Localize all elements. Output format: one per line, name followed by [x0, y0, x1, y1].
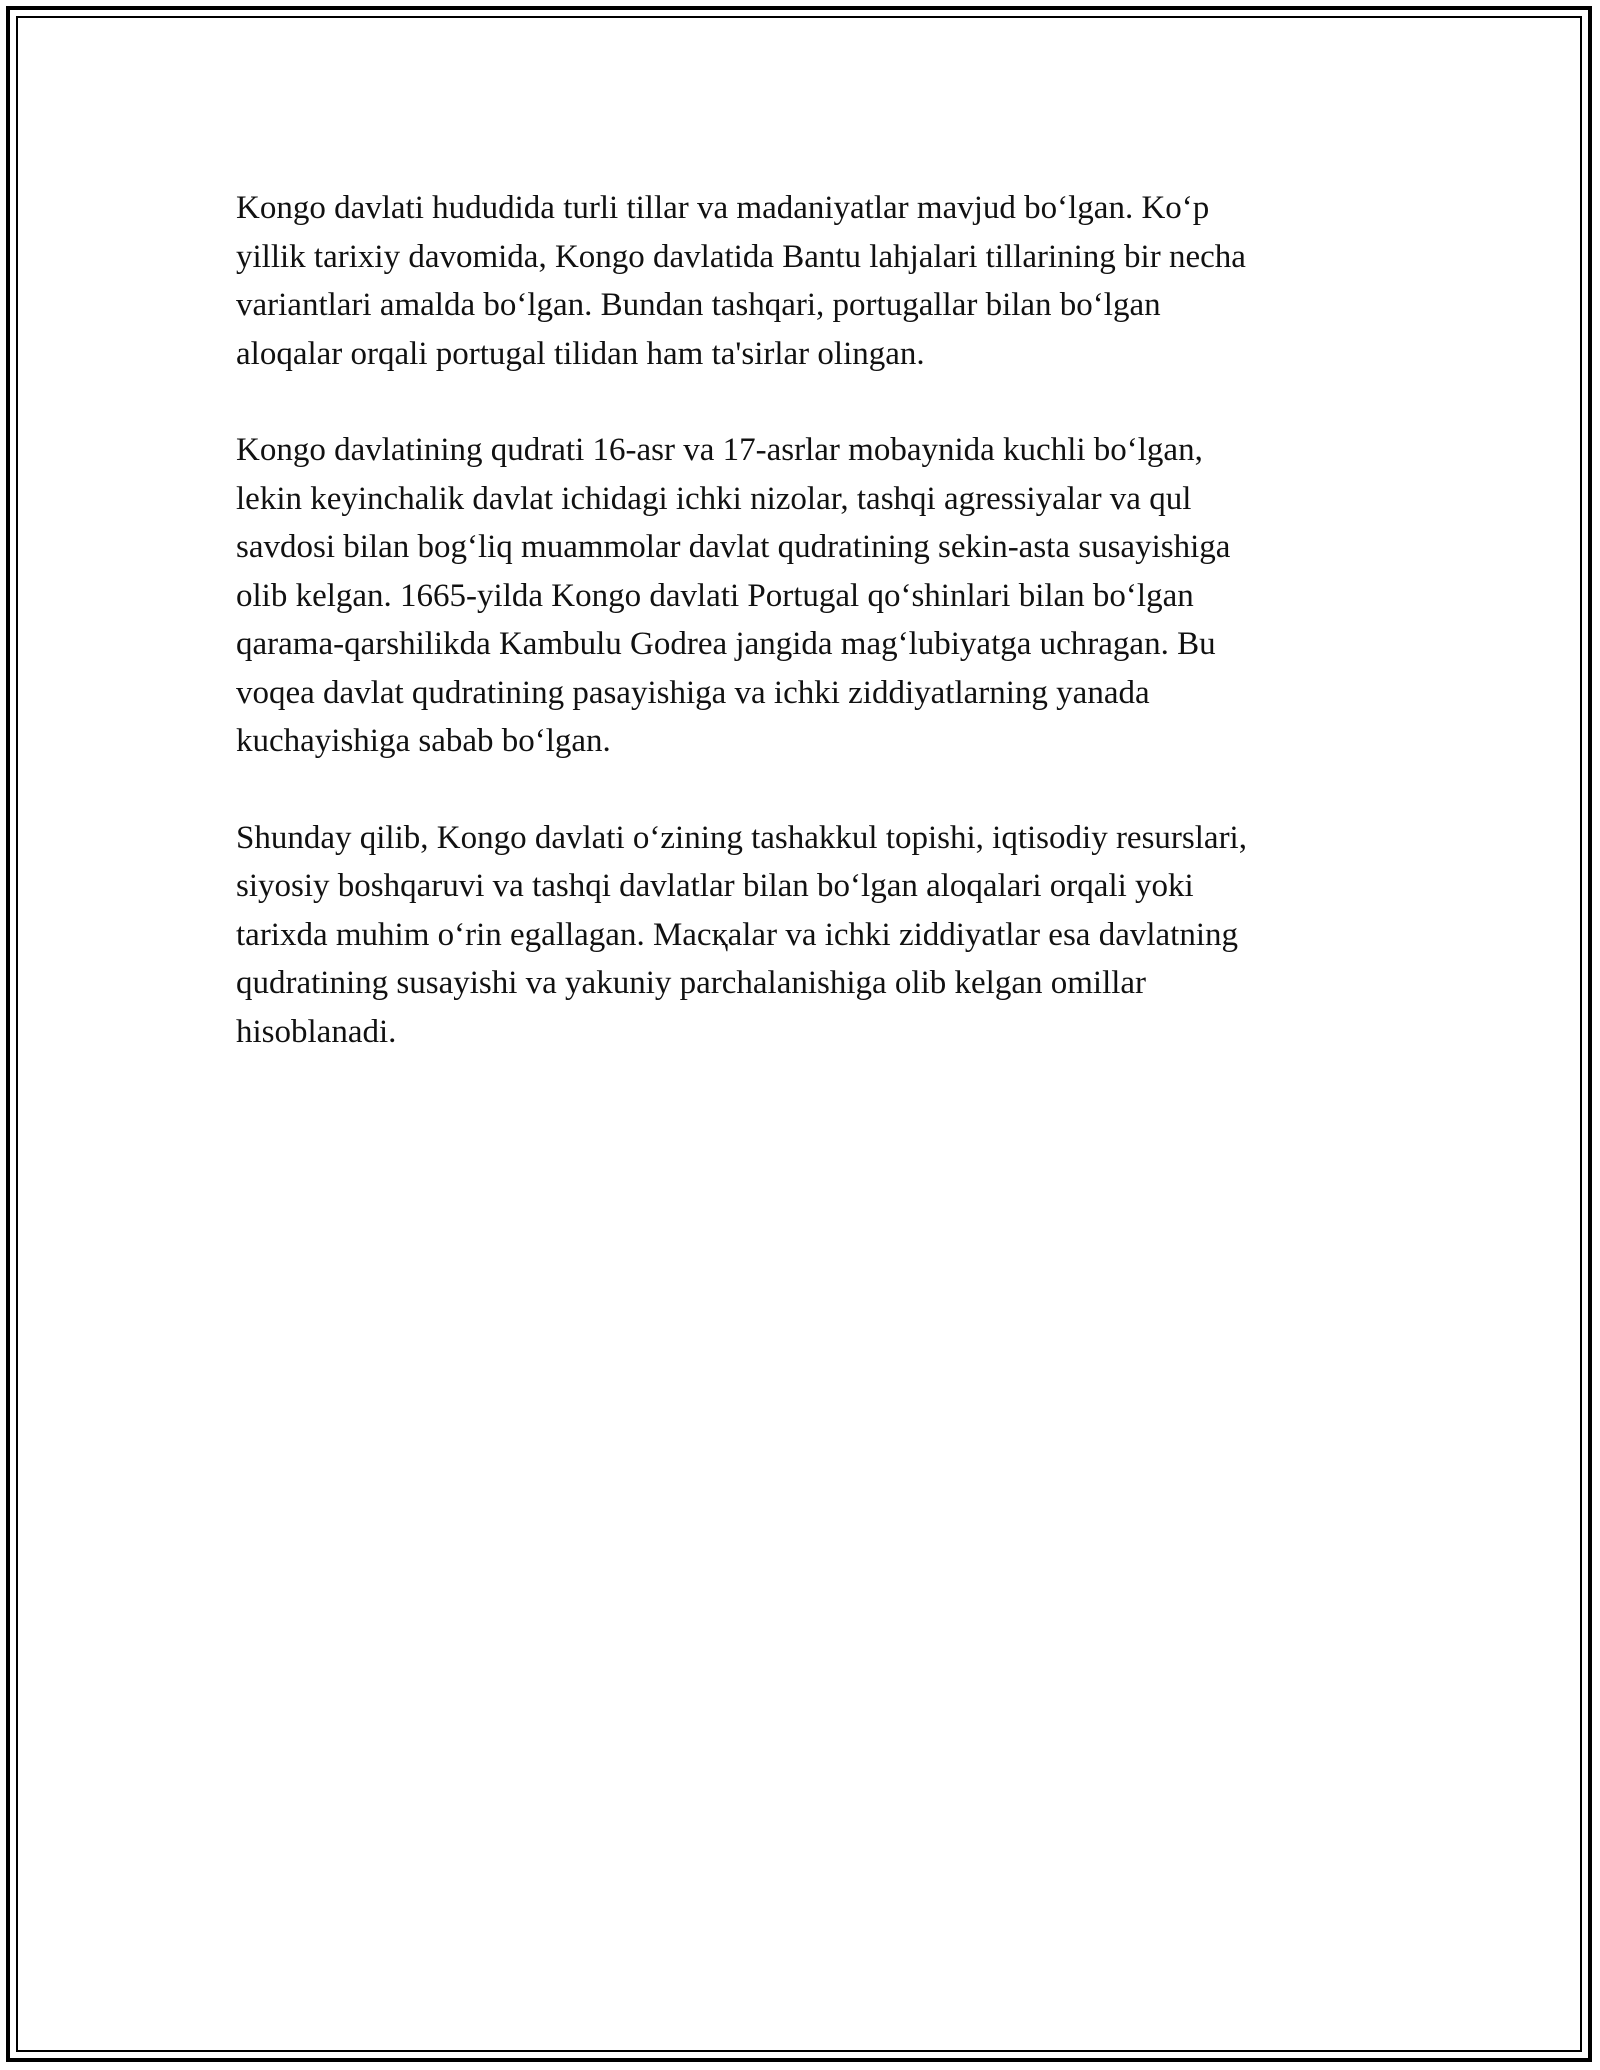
paragraph-1: Kongo davlati hududida turli tillar va madaniyatlar mavjud bo‘lgan. Ko‘p yillik tarixiy davomida, Kongo davlatida Bantu lahjalari tillarining bir necha variantlari amalda bo‘lgan. Bundan tashqari, portugallar bilan bo‘lgan aloqalar orqali portugal tilidan ham ta'sirlar olingan.: [236, 190, 1246, 372]
paragraph-2: Kongo davlatining qudrati 16-asr va 17-asrlar mobaynida kuchli bo‘lgan, lekin keyinchalik davlat ichidagi ichki nizolar, tashqi agressiyalar va qul savdosi bilan bog‘liq muammolar davlat qudratining sekin-asta susayishiga olib kelgan. 1665-yilda Kongo davlati Portugal qo‘shinlari bilan bo‘lgan qarama-qarshilikda Kambulu Godrea jangida mag‘lubiyatga uchragan. Bu voqea davlat qudratining pasayishiga va ichki ziddiyatlarning yanada kuchayishiga sabab bo‘lgan.: [236, 432, 1231, 759]
document-body: [236, 184, 1376, 1104]
paragraph-3: Shunday qilib, Kongo davlati o‘zining tashakkul topishi, iqtisodiy resurslari, siyosiy boshqaruvi va tashqi davlatlar bilan bo‘lgan aloqalari orqali yoki tarixda muhim o‘rin egallagan. Масқalar va ichki ziddiyatlar esa davlatning qudratining susayishi va yakuniy parchalanishiga olib kelgan omillar hisoblanadi.: [236, 819, 1247, 1050]
